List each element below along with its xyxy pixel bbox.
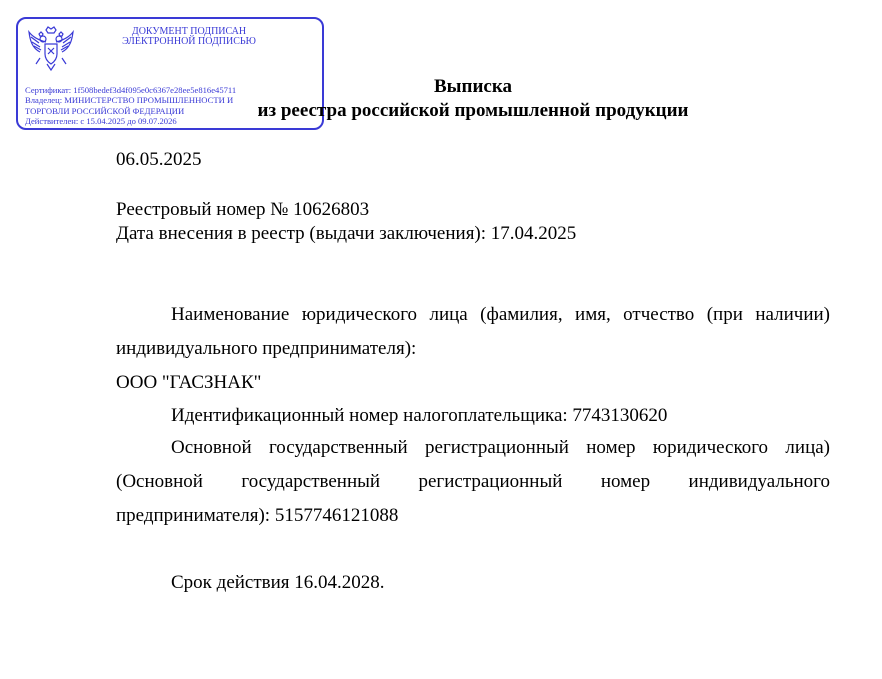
inn-line: Идентификационный номер налогоплательщика: 7743130620 [171,405,668,426]
legal-name-label: Наименование юридического лица (фамилия, имя, отчество (при наличии) индивидуального предпринимателя): [116,304,830,359]
stamp-validity: Действителен: с 15.04.2025 до 09.07.2026 [25,115,177,126]
document-title: Выписка [434,76,512,97]
legal-name-value: ООО "ГАСЗНАК" [116,372,262,393]
document-subtitle: из реестра российской промышленной продукции [257,100,689,121]
registry-number: Реестровый номер № 10626803 [116,199,370,220]
ogrn-line: Основной государственный регистрационный номер юридического лица) (Основной государственный регистрационный номер индивидуального предпринимателя): 5157746121088 [116,437,830,526]
stamp-owner-line2: ТОРГОВЛИ РОССИЙСКОЙ ФЕДЕРАЦИИ [25,105,185,116]
stamp-owner-line1: Владелец: МИНИСТЕРСТВО ПРОМЫШЛЕННОСТИ И [25,95,234,106]
document-date: 06.05.2025 [116,149,202,170]
validity-period: Срок действия 16.04.2028. [171,572,385,593]
stamp-title [114,27,264,47]
stamp-title-line2: ЭЛЕКТРОННОЙ ПОДПИСЬЮ [122,36,256,47]
stamp-title-line1: ДОКУМЕНТ ПОДПИСАН [131,26,247,37]
stamp-certificate: Сертификат: 1f508bedef3d4f095e0c6367e28ee5e816e45711 [25,85,237,95]
registry-date: Дата внесения в реестр (выдачи заключения): 17.04.2025 [116,223,577,244]
coat-of-arms-icon [26,24,76,74]
